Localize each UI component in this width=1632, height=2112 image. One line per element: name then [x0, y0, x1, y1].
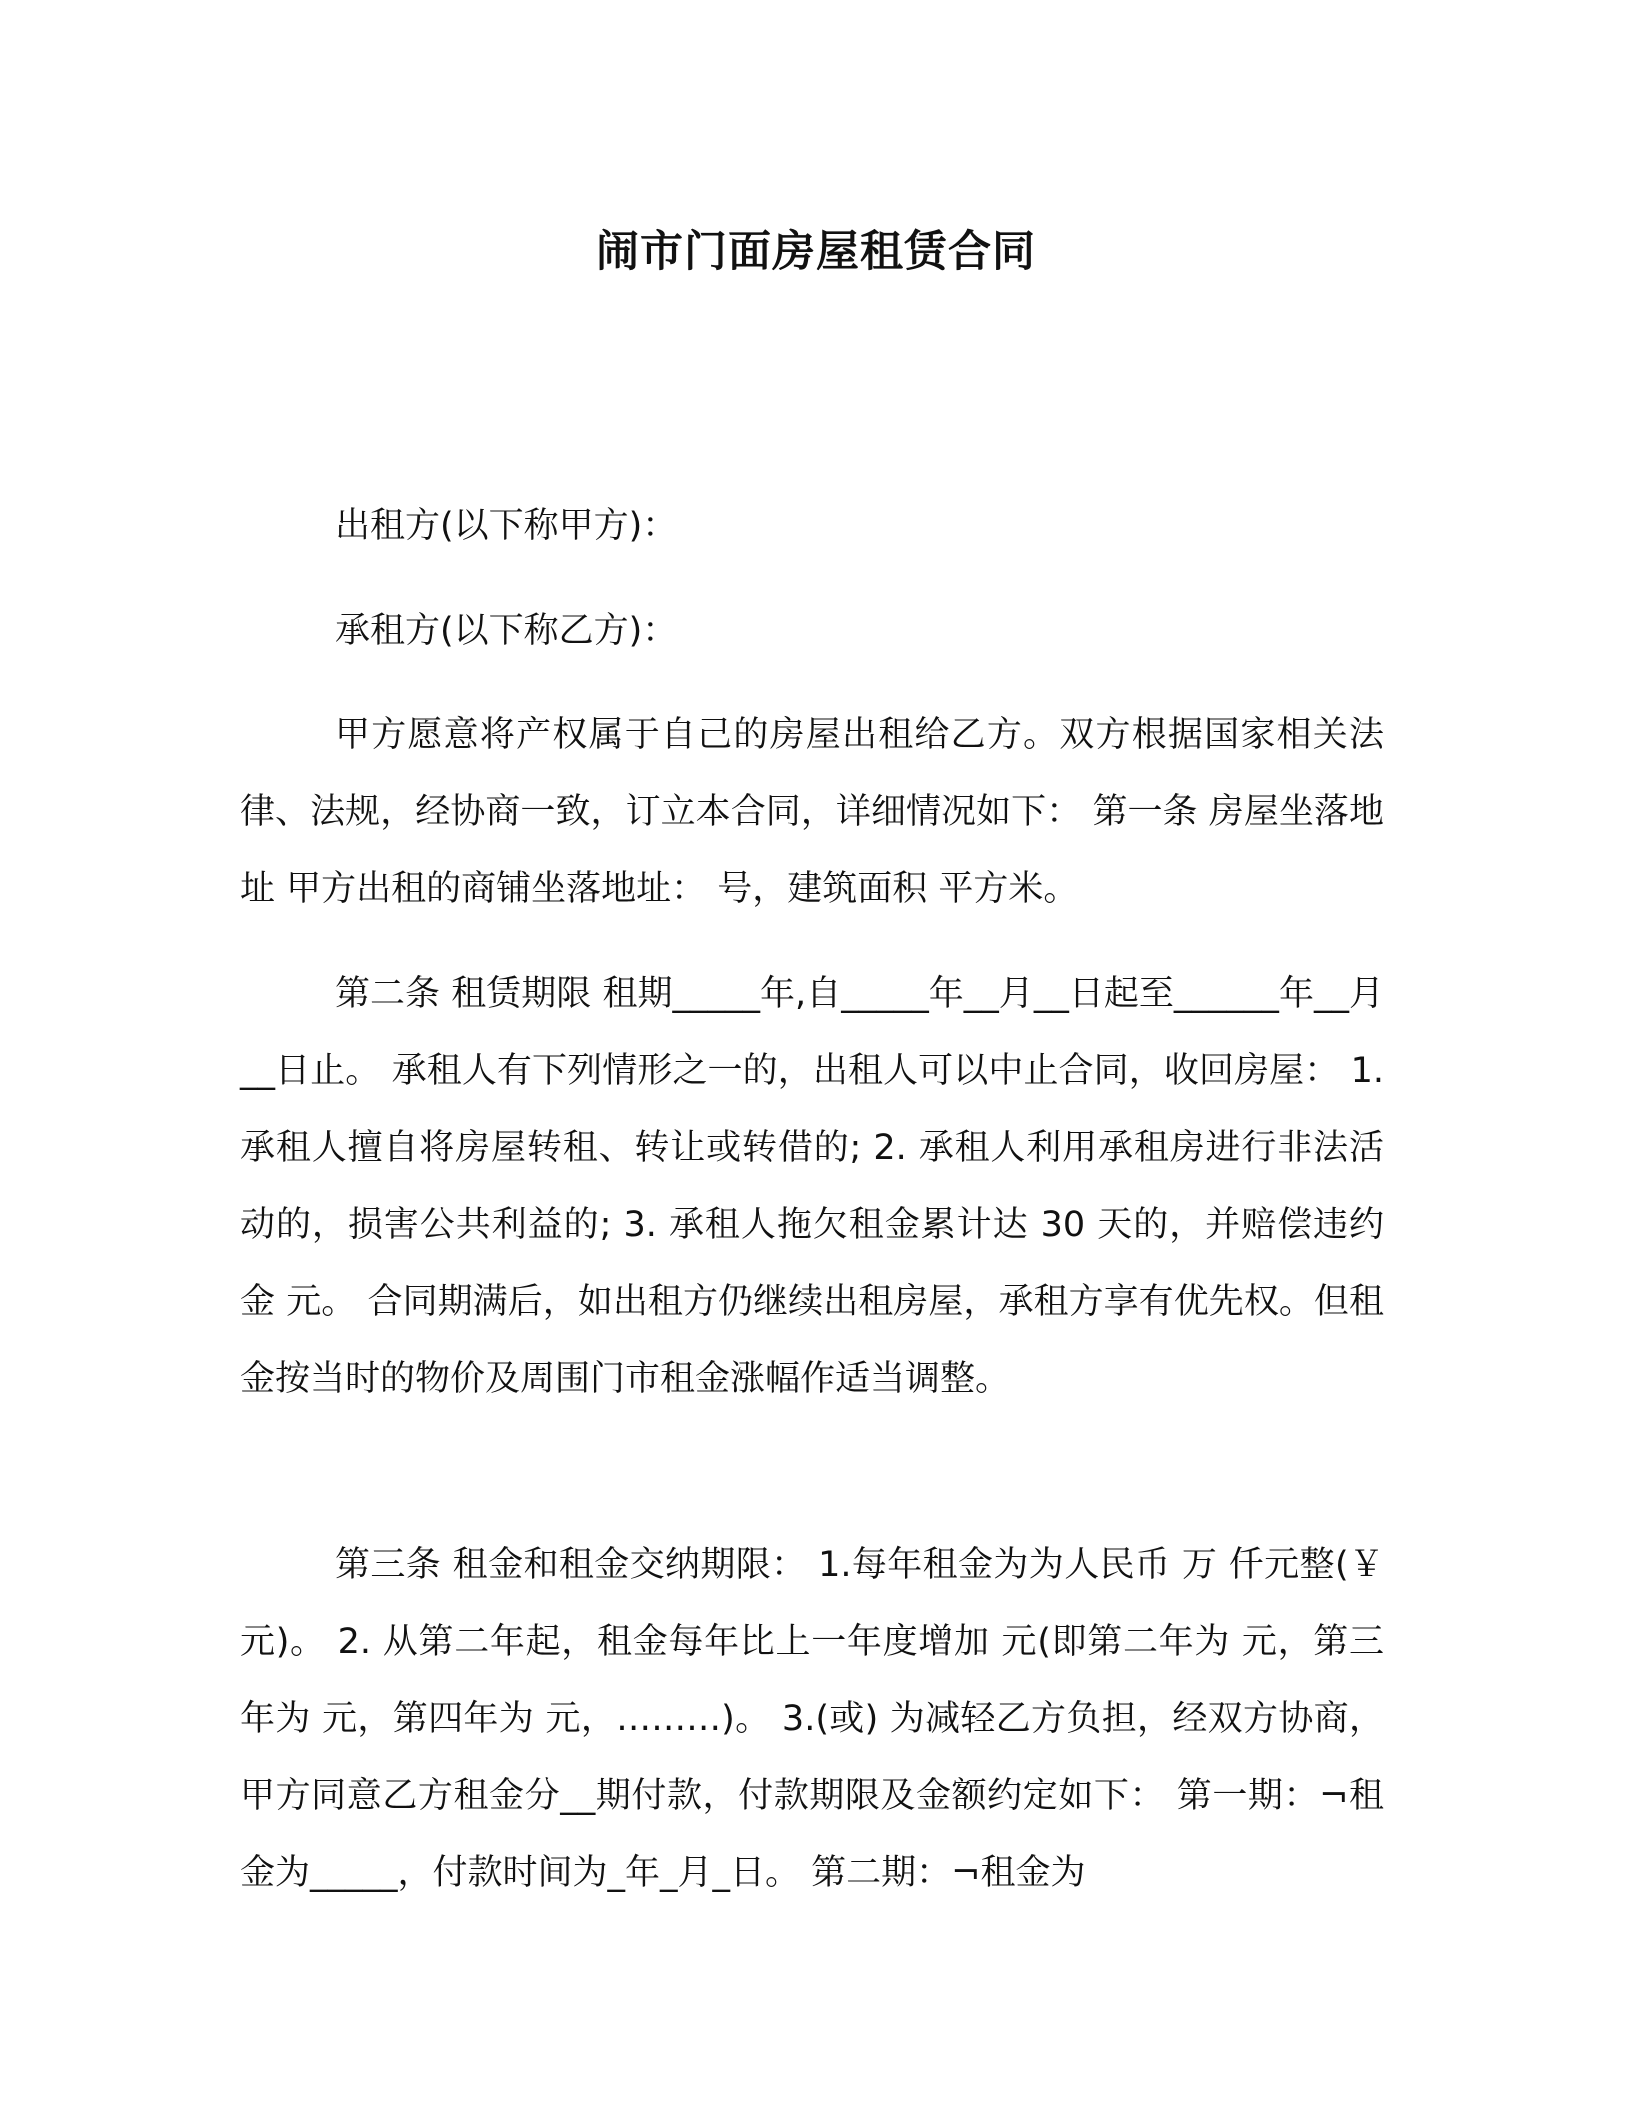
- page-title: 闹市门面房屋租赁合同: [596, 227, 1036, 277]
- party-a-line: [240, 488, 1384, 565]
- party-b-text: 承租方(以下称乙方)：: [335, 611, 678, 651]
- party-a-text: 出租方(以下称甲方)：: [335, 506, 678, 546]
- party-b-line: [240, 593, 1384, 670]
- paragraph-intro: [240, 697, 1384, 928]
- paragraph-article-2: [240, 956, 1384, 1418]
- paragraph-text: 第三条 租金和租金交纳期限： 1.每年租金为为人民币 万 仟元整(￥ 元)。 2. 从第二年起，租金每年比上一年度增加 元(即第二年为 元，第三年为 元，第四年为 元，………)。 3.(或) 为减轻乙方负担，经双方协商，甲方同意乙方租金分__期付款，付款期限及金额约定如下： 第一期：¬租金为_____，付款时间为_年_月_日。 第二期：¬租金为: [240, 1545, 1384, 1893]
- paragraph-text: 甲方愿意将产权属于自己的房屋出租给乙方。双方根据国家相关法律、法规，经协商一致，订立本合同，详细情况如下： 第一条 房屋坐落地址 甲方出租的商铺坐落地址： 号，建筑面积 平方米。: [240, 715, 1384, 909]
- paragraph-article-3: [240, 1527, 1384, 1912]
- paragraph-text: 第二条 租赁期限 租期_____年,自_____年__月__日起至______年__月__日止。 承租人有下列情形之一的，出租人可以中止合同，收回房屋： 1. 承租人擅自将房屋转租、转让或转借的; 2. 承租人利用承租房进行非法活动的，损害公共利益的; 3. 承租人拖欠租金累计达 30 天的，并赔偿违约金 元。 合同期满后，如出租方仍继续出租房屋，承租方享有优先权。但租金按当时的物价及周围门市租金涨幅作适当调整。: [240, 974, 1384, 1399]
